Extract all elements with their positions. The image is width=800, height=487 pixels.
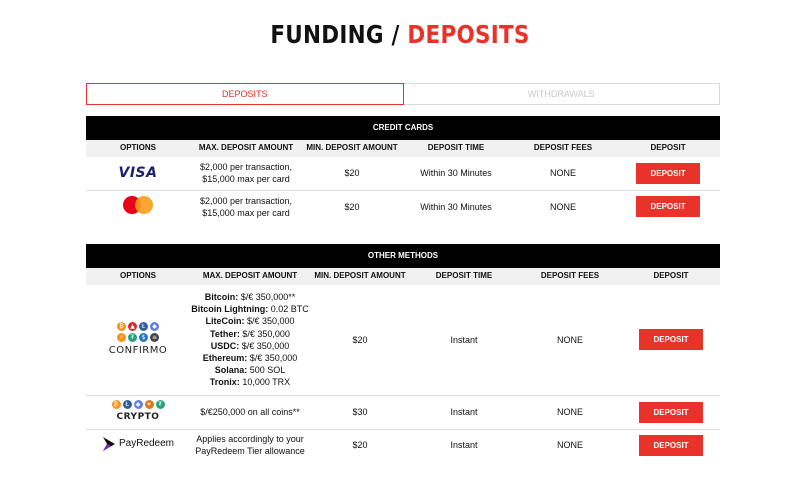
col-header-max: MAX. DEPOSIT AMOUNT xyxy=(190,140,302,157)
solana-icon: ≡ xyxy=(151,334,158,341)
coin-icons-row2 xyxy=(86,333,190,342)
other-methods-section-title: OTHER METHODS xyxy=(86,244,720,268)
deposit-time: Instant xyxy=(410,395,518,429)
col-header-max: MAX. DEPOSIT AMOUNT xyxy=(190,268,310,285)
ethereum-icon: ◆ xyxy=(134,400,143,409)
limit-line: LiteCoin: $/€ 350,000 xyxy=(205,316,295,327)
usdc-icon: $ xyxy=(139,333,148,342)
min-deposit: $20 xyxy=(302,157,402,190)
col-header-deposit: DEPOSIT xyxy=(622,268,720,285)
deposit-time: Instant xyxy=(450,440,478,451)
col-header-min: MIN. DEPOSIT AMOUNT xyxy=(302,140,402,157)
deposit-fees: NONE xyxy=(556,440,583,451)
tab-deposits[interactable]: DEPOSITS xyxy=(86,83,404,105)
tether-icon: ₮ xyxy=(156,400,165,409)
max-deposit: $/€250,000 on all coins** xyxy=(190,395,310,429)
deposit-time: Within 30 Minutes xyxy=(420,201,492,212)
payredeem-label: PayRedeem xyxy=(118,437,175,449)
tab-bar xyxy=(86,83,720,105)
col-header-time: DEPOSIT TIME xyxy=(410,268,518,285)
deposit-button-confirmo[interactable]: DEPOSIT xyxy=(639,329,703,350)
table-row-visa xyxy=(86,157,720,190)
credit-cards-table xyxy=(86,116,720,223)
visa-logo: VISA xyxy=(118,164,158,181)
col-header-fees: DEPOSIT FEES xyxy=(518,268,622,285)
litecoin-icon: Ł xyxy=(123,400,132,409)
max-deposit-line2: PayRedeem Tier allowance xyxy=(195,446,305,457)
col-header-options: OPTIONS xyxy=(86,268,190,285)
table-row-mastercard xyxy=(86,190,720,223)
metamask-icon: ✦ xyxy=(146,401,152,409)
bitcoin-lightning-icon: ⚡ xyxy=(117,333,126,342)
min-deposit: $30 xyxy=(310,395,410,429)
col-header-fees: DEPOSIT FEES xyxy=(510,140,616,157)
min-deposit: $20 xyxy=(344,201,360,212)
tether-icon: ₮ xyxy=(128,333,137,342)
page-title xyxy=(56,20,744,49)
table-row-confirmo xyxy=(86,285,720,395)
tron-icon: ▲ xyxy=(128,322,137,331)
deposit-fees: NONE xyxy=(518,285,622,395)
max-deposit-line1: $2,000 per transaction, xyxy=(199,195,293,206)
confirmo-logo xyxy=(86,322,190,358)
bitcoin-icon: ₿ xyxy=(117,322,126,331)
limit-line: Tronix: 10,000 TRX xyxy=(209,377,291,388)
litecoin-icon: Ł xyxy=(139,322,148,331)
table-header-row xyxy=(86,268,720,285)
col-header-options: OPTIONS xyxy=(86,140,190,157)
other-methods-table xyxy=(86,244,720,461)
table-row-crypto xyxy=(86,395,720,429)
mastercard-icon xyxy=(123,196,153,214)
deposit-fees: NONE xyxy=(549,201,576,212)
table-header-row xyxy=(86,140,720,157)
limit-line: USDC: $/€ 350,000 xyxy=(210,340,290,351)
max-deposit-line2: $15,000 max per card xyxy=(202,174,290,185)
coin-icons xyxy=(86,322,190,331)
page-title-deposits: DEPOSITS xyxy=(407,20,530,49)
col-header-min: MIN. DEPOSIT AMOUNT xyxy=(310,268,410,285)
confirmo-limits xyxy=(190,285,310,395)
deposit-fees: NONE xyxy=(518,395,622,429)
limit-line: Bitcoin: $/€ 350,000** xyxy=(204,292,296,303)
table-row-payredeem xyxy=(86,429,720,461)
bitcoin-icon: ₿ xyxy=(112,400,121,409)
deposit-button-crypto[interactable]: DEPOSIT xyxy=(639,402,703,423)
tab-withdrawals[interactable]: WITHDRAWALS xyxy=(404,83,721,105)
limit-line: Tether: $/€ 350,000 xyxy=(210,328,290,339)
min-deposit: $20 xyxy=(352,440,368,451)
max-deposit-line1: $2,000 per transaction, xyxy=(199,162,293,173)
payredeem-icon xyxy=(102,436,116,452)
deposit-time: Within 30 Minutes xyxy=(402,157,510,190)
min-deposit: $20 xyxy=(310,285,410,395)
credit-cards-section-title: CREDIT CARDS xyxy=(86,116,720,140)
ethereum-icon: ◆ xyxy=(150,322,159,331)
page-title-funding: FUNDING xyxy=(270,20,384,49)
page-title-separator: / xyxy=(391,20,400,49)
max-deposit-line1: Applies accordingly to your xyxy=(196,434,304,445)
deposit-fees: NONE xyxy=(510,157,616,190)
confirmo-label: CONFIRMO xyxy=(108,345,168,356)
crypto-coin-icons xyxy=(86,400,190,409)
limit-line: Solana: 500 SOL xyxy=(214,365,286,376)
limit-line: Ethereum: $/€ 350,000 xyxy=(202,352,298,363)
col-header-time: DEPOSIT TIME xyxy=(402,140,510,157)
deposit-button-mastercard[interactable]: DEPOSIT xyxy=(636,196,700,217)
deposit-button-payredeem[interactable]: DEPOSIT xyxy=(639,435,703,456)
crypto-label: CRYPTO xyxy=(116,412,160,423)
limit-line: Bitcoin Lightning: 0.02 BTC xyxy=(191,304,309,315)
payredeem-logo xyxy=(102,436,174,452)
col-header-deposit: DEPOSIT xyxy=(616,140,720,157)
deposit-time: Instant xyxy=(410,285,518,395)
deposit-button-visa[interactable]: DEPOSIT xyxy=(636,163,700,184)
max-deposit-line2: $15,000 max per card xyxy=(202,207,290,218)
